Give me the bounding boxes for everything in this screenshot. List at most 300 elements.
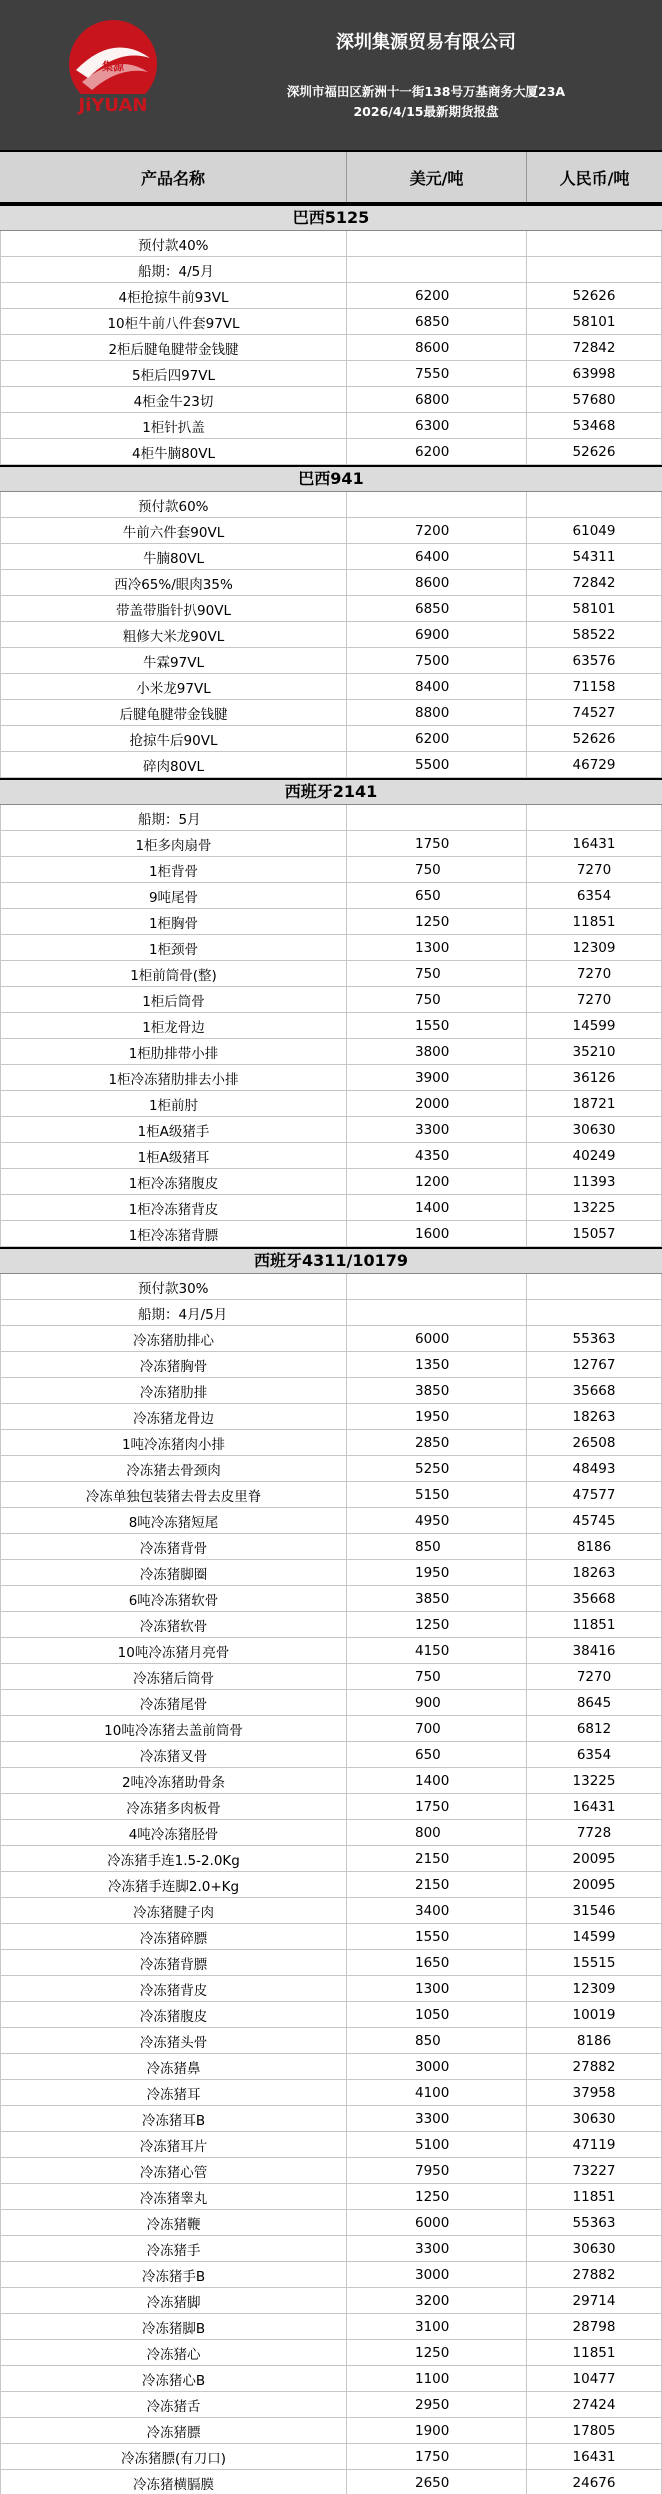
section-note-row	[0, 231, 662, 257]
table-row	[0, 1820, 662, 1846]
usd-price-cell: 3000	[347, 2262, 527, 2287]
cny-price-cell: 6812	[527, 1716, 662, 1741]
cny-price-cell: 17805	[527, 2418, 662, 2443]
cny-price-cell: 27882	[527, 2262, 662, 2287]
cny-price-cell: 11851	[527, 2340, 662, 2365]
usd-price-cell: 6900	[347, 622, 527, 647]
product-name-cell: 1柜A级猪耳	[0, 1143, 347, 1168]
table-row	[0, 2028, 662, 2054]
table-row	[0, 1378, 662, 1404]
header-banner	[0, 0, 662, 150]
column-header-cny: 人民币/吨	[559, 168, 630, 188]
usd-price-cell: 4950	[347, 1508, 527, 1533]
product-name-cell: 冷冻猪腹皮	[0, 2002, 347, 2027]
column-header-product: 产品名称	[0, 152, 347, 202]
usd-price-cell: 1300	[347, 1976, 527, 2001]
table-row	[0, 857, 662, 883]
cny-price-cell: 28798	[527, 2314, 662, 2339]
table-row	[0, 2470, 662, 2494]
product-name-cell: 船期：5月	[0, 805, 347, 830]
usd-price-cell: 1400	[347, 1768, 527, 1793]
cny-price-cell: 29714	[527, 2288, 662, 2313]
section-note-row	[0, 805, 662, 831]
usd-price-cell: 8800	[347, 700, 527, 725]
table-row	[0, 1638, 662, 1664]
cny-price-cell: 8645	[527, 1690, 662, 1715]
table-row	[0, 2444, 662, 2470]
table-row	[0, 1846, 662, 1872]
usd-price-cell: 3900	[347, 1065, 527, 1090]
product-name-cell: 冷冻猪心B	[0, 2366, 347, 2391]
usd-price-cell: 1250	[347, 2184, 527, 2209]
product-name-cell: 冷冻猪胸骨	[0, 1352, 347, 1377]
usd-price-cell: 900	[347, 1690, 527, 1715]
cny-price-cell: 47119	[527, 2132, 662, 2157]
table-row	[0, 1976, 662, 2002]
usd-price-cell: 700	[347, 1716, 527, 1741]
usd-price-cell: 8600	[347, 570, 527, 595]
product-name-cell: 冷冻猪腱子肉	[0, 1898, 347, 1923]
cny-price-cell: 30630	[527, 2106, 662, 2131]
table-row	[0, 622, 662, 648]
table-row	[0, 518, 662, 544]
table-row	[0, 726, 662, 752]
usd-price-cell: 3850	[347, 1378, 527, 1403]
cny-price-cell	[527, 1300, 662, 1325]
table-row	[0, 2132, 662, 2158]
cny-price-cell: 7270	[527, 857, 662, 882]
usd-price-cell: 6200	[347, 439, 527, 464]
product-name-cell: 粗修大米龙90VL	[0, 622, 347, 647]
table-row	[0, 1456, 662, 1482]
cny-price-cell	[527, 1274, 662, 1299]
cny-price-cell: 24676	[527, 2470, 662, 2494]
usd-price-cell: 3850	[347, 1586, 527, 1611]
table-row	[0, 883, 662, 909]
usd-price-cell: 6850	[347, 309, 527, 334]
cny-price-cell: 52626	[527, 283, 662, 308]
cny-price-cell: 20095	[527, 1872, 662, 1897]
table-row	[0, 335, 662, 361]
table-row	[0, 544, 662, 570]
product-name-cell: 碎肉80VL	[0, 752, 347, 777]
cny-price-cell: 7270	[527, 1664, 662, 1689]
product-name-cell: 冷冻猪背骨	[0, 1534, 347, 1559]
product-name-cell: 冷冻猪脚圈	[0, 1560, 347, 1585]
cny-price-cell: 20095	[527, 1846, 662, 1871]
table-row	[0, 1872, 662, 1898]
cny-price-cell: 8186	[527, 2028, 662, 2053]
product-name-cell: 冷冻猪耳B	[0, 2106, 347, 2131]
usd-price-cell: 6800	[347, 387, 527, 412]
usd-price-cell: 1050	[347, 2002, 527, 2027]
cny-price-cell	[527, 257, 662, 282]
table-row	[0, 1221, 662, 1247]
cny-price-cell: 57680	[527, 387, 662, 412]
product-name-cell: 1柜多肉扇骨	[0, 831, 347, 856]
cny-price-cell: 74527	[527, 700, 662, 725]
table-row	[0, 935, 662, 961]
cny-price-cell: 26508	[527, 1430, 662, 1455]
usd-price-cell: 1950	[347, 1404, 527, 1429]
table-row	[0, 413, 662, 439]
table-row	[0, 752, 662, 778]
product-name-cell: 冷冻猪心管	[0, 2158, 347, 2183]
table-row	[0, 1404, 662, 1430]
usd-price-cell: 3300	[347, 2236, 527, 2261]
usd-price-cell: 3000	[347, 2054, 527, 2079]
usd-price-cell: 3300	[347, 2106, 527, 2131]
section-header: 巴西941	[0, 465, 662, 492]
product-name-cell: 1柜前筒骨(整)	[0, 961, 347, 986]
usd-price-cell: 1950	[347, 1560, 527, 1585]
table-row	[0, 1508, 662, 1534]
cny-price-cell: 27882	[527, 2054, 662, 2079]
table-row	[0, 1065, 662, 1091]
cny-price-cell: 7270	[527, 987, 662, 1012]
usd-price-cell: 650	[347, 883, 527, 908]
usd-price-cell: 750	[347, 1664, 527, 1689]
product-name-cell: 2吨冷冻猪助骨条	[0, 1768, 347, 1793]
product-name-cell: 冷冻猪软骨	[0, 1612, 347, 1637]
cny-price-cell: 35668	[527, 1586, 662, 1611]
product-name-cell: 带盖带脂针扒90VL	[0, 596, 347, 621]
product-name-cell: 1柜A级猪手	[0, 1117, 347, 1142]
product-name-cell: 1吨冷冻猪肉小排	[0, 1430, 347, 1455]
price-table-body	[0, 204, 662, 2494]
usd-price-cell: 2650	[347, 2470, 527, 2494]
cny-price-cell: 11851	[527, 909, 662, 934]
product-name-cell: 船期：4/5月	[0, 257, 347, 282]
usd-price-cell: 5100	[347, 2132, 527, 2157]
product-name-cell: 2柜后腱龟腱带金钱腱	[0, 335, 347, 360]
usd-price-cell: 650	[347, 1742, 527, 1767]
table-row	[0, 1352, 662, 1378]
cny-price-cell: 18263	[527, 1560, 662, 1585]
table-row	[0, 1326, 662, 1352]
cny-price-cell: 63998	[527, 361, 662, 386]
usd-price-cell: 2000	[347, 1091, 527, 1116]
table-row	[0, 2418, 662, 2444]
table-row	[0, 987, 662, 1013]
cny-price-cell: 58101	[527, 309, 662, 334]
usd-price-cell: 6850	[347, 596, 527, 621]
product-name-cell: 预付款40%	[0, 231, 347, 256]
usd-price-cell: 850	[347, 1534, 527, 1559]
usd-price-cell: 1550	[347, 1924, 527, 1949]
table-row	[0, 1091, 662, 1117]
table-row	[0, 2002, 662, 2028]
table-row	[0, 1430, 662, 1456]
product-name-cell: 冷冻猪碎膘	[0, 1924, 347, 1949]
usd-price-cell	[347, 1300, 527, 1325]
usd-price-cell: 1300	[347, 935, 527, 960]
usd-price-cell: 850	[347, 2028, 527, 2053]
product-name-cell: 10吨冷冻猪去盖前筒骨	[0, 1716, 347, 1741]
section-note-row	[0, 257, 662, 283]
cny-price-cell	[527, 805, 662, 830]
table-row	[0, 570, 662, 596]
cny-price-cell: 7728	[527, 1820, 662, 1845]
usd-price-cell: 6300	[347, 413, 527, 438]
usd-price-cell: 1750	[347, 1794, 527, 1819]
usd-price-cell: 1650	[347, 1950, 527, 1975]
table-row	[0, 2340, 662, 2366]
table-row	[0, 2288, 662, 2314]
usd-price-cell: 8400	[347, 674, 527, 699]
product-name-cell: 冷冻猪耳	[0, 2080, 347, 2105]
cny-price-cell: 30630	[527, 1117, 662, 1142]
usd-price-cell: 1100	[347, 2366, 527, 2391]
cny-price-cell: 52626	[527, 726, 662, 751]
table-row	[0, 309, 662, 335]
cny-price-cell: 8186	[527, 1534, 662, 1559]
company-logo	[48, 12, 178, 130]
usd-price-cell: 2950	[347, 2392, 527, 2417]
usd-price-cell: 6400	[347, 544, 527, 569]
product-name-cell: 1柜针扒盖	[0, 413, 347, 438]
product-name-cell: 冷冻猪耳片	[0, 2132, 347, 2157]
cny-price-cell: 31546	[527, 1898, 662, 1923]
table-row	[0, 1742, 662, 1768]
product-name-cell: 冷冻猪背膘	[0, 1950, 347, 1975]
table-row	[0, 1950, 662, 1976]
table-row	[0, 1924, 662, 1950]
usd-price-cell: 5250	[347, 1456, 527, 1481]
product-name-cell: 冷冻猪鞭	[0, 2210, 347, 2235]
table-row	[0, 361, 662, 387]
usd-price-cell: 2850	[347, 1430, 527, 1455]
table-row	[0, 909, 662, 935]
cny-price-cell: 12309	[527, 935, 662, 960]
product-name-cell: 冷冻猪尾骨	[0, 1690, 347, 1715]
cny-price-cell: 14599	[527, 1924, 662, 1949]
table-row	[0, 1195, 662, 1221]
cny-price-cell: 58101	[527, 596, 662, 621]
usd-price-cell	[347, 1274, 527, 1299]
product-name-cell: 冷冻猪叉骨	[0, 1742, 347, 1767]
table-row	[0, 596, 662, 622]
product-name-cell: 冷冻猪睾丸	[0, 2184, 347, 2209]
cny-price-cell: 13225	[527, 1195, 662, 1220]
usd-price-cell	[347, 257, 527, 282]
address-block	[200, 82, 652, 122]
table-row	[0, 1482, 662, 1508]
product-name-cell: 船期：4月/5月	[0, 1300, 347, 1325]
table-row	[0, 700, 662, 726]
table-row	[0, 1117, 662, 1143]
table-row	[0, 1716, 662, 1742]
usd-price-cell: 3400	[347, 1898, 527, 1923]
product-name-cell: 1柜冷冻猪肋排去小排	[0, 1065, 347, 1090]
product-name-cell: 4柜牛腩80VL	[0, 439, 347, 464]
usd-price-cell: 3800	[347, 1039, 527, 1064]
usd-price-cell: 800	[347, 1820, 527, 1845]
table-row	[0, 674, 662, 700]
section-note-row	[0, 1274, 662, 1300]
product-name-cell: 冷冻猪脚	[0, 2288, 347, 2313]
usd-price-cell: 7950	[347, 2158, 527, 2183]
cny-price-cell: 7270	[527, 961, 662, 986]
usd-price-cell: 750	[347, 987, 527, 1012]
table-row	[0, 283, 662, 309]
table-row	[0, 2366, 662, 2392]
product-name-cell: 牛腩80VL	[0, 544, 347, 569]
usd-price-cell: 1200	[347, 1169, 527, 1194]
product-name-cell: 预付款30%	[0, 1274, 347, 1299]
product-name-cell: 预付款60%	[0, 492, 347, 517]
cny-price-cell: 47577	[527, 1482, 662, 1507]
cny-price-cell: 35210	[527, 1039, 662, 1064]
usd-price-cell: 7200	[347, 518, 527, 543]
cny-price-cell: 71158	[527, 674, 662, 699]
cny-price-cell: 72842	[527, 570, 662, 595]
product-name-cell: 6吨冷冻猪软骨	[0, 1586, 347, 1611]
cny-price-cell	[527, 231, 662, 256]
product-name-cell: 冷冻猪多肉板骨	[0, 1794, 347, 1819]
cny-price-cell: 72842	[527, 335, 662, 360]
cny-price-cell: 16431	[527, 2444, 662, 2469]
table-row	[0, 2080, 662, 2106]
cny-price-cell: 16431	[527, 1794, 662, 1819]
usd-price-cell: 6200	[347, 283, 527, 308]
product-name-cell: 牛前六件套90VL	[0, 518, 347, 543]
product-name-cell: 4吨冷冻猪胫骨	[0, 1820, 347, 1845]
company-address: 深圳市福田区新洲十一街138号万基商务大厦23A	[286, 84, 566, 99]
product-name-cell: 4柜抢掠牛前93VL	[0, 283, 347, 308]
product-name-cell: 西冷65%/眼肉35%	[0, 570, 347, 595]
product-name-cell: 冷冻猪膘(有刀口)	[0, 2444, 347, 2469]
table-row	[0, 1586, 662, 1612]
cny-price-cell: 12309	[527, 1976, 662, 2001]
table-row	[0, 2236, 662, 2262]
product-name-cell: 9吨尾骨	[0, 883, 347, 908]
product-name-cell: 冷冻单独包装猪去骨去皮里脊	[0, 1482, 347, 1507]
usd-price-cell: 1750	[347, 2444, 527, 2469]
usd-price-cell: 1250	[347, 909, 527, 934]
usd-price-cell: 7500	[347, 648, 527, 673]
product-name-cell: 1柜冷冻猪腹皮	[0, 1169, 347, 1194]
product-name-cell: 5柜后四97VL	[0, 361, 347, 386]
table-row	[0, 387, 662, 413]
usd-price-cell: 1250	[347, 1612, 527, 1637]
table-row	[0, 439, 662, 465]
table-row	[0, 1560, 662, 1586]
cny-price-cell: 10477	[527, 2366, 662, 2391]
table-row	[0, 1612, 662, 1638]
cny-price-cell: 12767	[527, 1352, 662, 1377]
table-row	[0, 1690, 662, 1716]
table-row	[0, 1534, 662, 1560]
cny-price-cell: 6354	[527, 1742, 662, 1767]
product-name-cell: 冷冻猪去骨颈肉	[0, 1456, 347, 1481]
column-header-usd: 美元/吨	[347, 152, 527, 202]
cny-price-cell: 36126	[527, 1065, 662, 1090]
cny-price-cell: 45745	[527, 1508, 662, 1533]
product-name-cell: 10柜牛前八件套97VL	[0, 309, 347, 334]
cny-price-cell: 61049	[527, 518, 662, 543]
cny-price-cell: 11851	[527, 2184, 662, 2209]
usd-price-cell: 6000	[347, 2210, 527, 2235]
product-name-cell: 冷冻猪头骨	[0, 2028, 347, 2053]
product-name-cell: 冷冻猪脚B	[0, 2314, 347, 2339]
table-row	[0, 648, 662, 674]
product-name-cell: 小米龙97VL	[0, 674, 347, 699]
cny-price-cell: 14599	[527, 1013, 662, 1038]
product-name-cell: 1柜冷冻猪背皮	[0, 1195, 347, 1220]
cny-price-cell: 35668	[527, 1378, 662, 1403]
usd-price-cell: 4150	[347, 1638, 527, 1663]
table-row	[0, 1143, 662, 1169]
product-name-cell: 冷冻猪心	[0, 2340, 347, 2365]
usd-price-cell: 7550	[347, 361, 527, 386]
product-name-cell: 冷冻猪背皮	[0, 1976, 347, 2001]
product-name-cell: 后腱龟腱带金钱腱	[0, 700, 347, 725]
quote-date: 2026/4/15最新期货报盘	[353, 104, 499, 119]
usd-price-cell: 1600	[347, 1221, 527, 1246]
product-name-cell: 1柜肋排带小排	[0, 1039, 347, 1064]
product-name-cell: 冷冻猪龙骨边	[0, 1404, 347, 1429]
logo-wordmark: JiYUAN	[78, 95, 148, 116]
cny-price-cell: 13225	[527, 1768, 662, 1793]
cny-price-cell: 10019	[527, 2002, 662, 2027]
cny-price-cell: 46729	[527, 752, 662, 777]
product-name-cell: 冷冻猪横膈膜	[0, 2470, 347, 2494]
usd-price-cell: 1250	[347, 2340, 527, 2365]
cny-price-cell: 15057	[527, 1221, 662, 1246]
table-row	[0, 1898, 662, 1924]
product-name-cell: 8吨冷冻猪短尾	[0, 1508, 347, 1533]
product-name-cell: 1柜背骨	[0, 857, 347, 882]
usd-price-cell	[347, 805, 527, 830]
table-row	[0, 1013, 662, 1039]
cny-price-cell: 58522	[527, 622, 662, 647]
usd-price-cell: 6000	[347, 1326, 527, 1351]
product-name-cell: 冷冻猪肋排	[0, 1378, 347, 1403]
table-row	[0, 961, 662, 987]
cny-price-cell: 16431	[527, 831, 662, 856]
product-name-cell: 冷冻猪舌	[0, 2392, 347, 2417]
product-name-cell: 抢掠牛后90VL	[0, 726, 347, 751]
table-row	[0, 1768, 662, 1794]
cny-price-cell	[527, 492, 662, 517]
usd-price-cell: 1900	[347, 2418, 527, 2443]
product-name-cell: 冷冻猪手	[0, 2236, 347, 2261]
column-header-row	[0, 150, 662, 204]
product-name-cell: 冷冻猪手B	[0, 2262, 347, 2287]
table-row	[0, 2158, 662, 2184]
usd-price-cell: 5500	[347, 752, 527, 777]
product-name-cell: 冷冻猪后筒骨	[0, 1664, 347, 1689]
cny-price-cell: 55363	[527, 1326, 662, 1351]
usd-price-cell: 3200	[347, 2288, 527, 2313]
section-note-row	[0, 1300, 662, 1326]
section-header: 巴西5125	[0, 204, 662, 231]
cny-price-cell: 37958	[527, 2080, 662, 2105]
product-name-cell: 10吨冷冻猪月亮骨	[0, 1638, 347, 1663]
cny-price-cell: 15515	[527, 1950, 662, 1975]
usd-price-cell: 4350	[347, 1143, 527, 1168]
company-name: 深圳集源贸易有限公司	[336, 32, 516, 53]
cny-price-cell: 27424	[527, 2392, 662, 2417]
product-name-cell: 冷冻猪手连1.5-2.0Kg	[0, 1846, 347, 1871]
product-name-cell: 1柜前肘	[0, 1091, 347, 1116]
product-name-cell: 1柜颈骨	[0, 935, 347, 960]
cny-price-cell: 63576	[527, 648, 662, 673]
cny-price-cell: 53468	[527, 413, 662, 438]
cny-price-cell: 30630	[527, 2236, 662, 2261]
usd-price-cell: 8600	[347, 335, 527, 360]
